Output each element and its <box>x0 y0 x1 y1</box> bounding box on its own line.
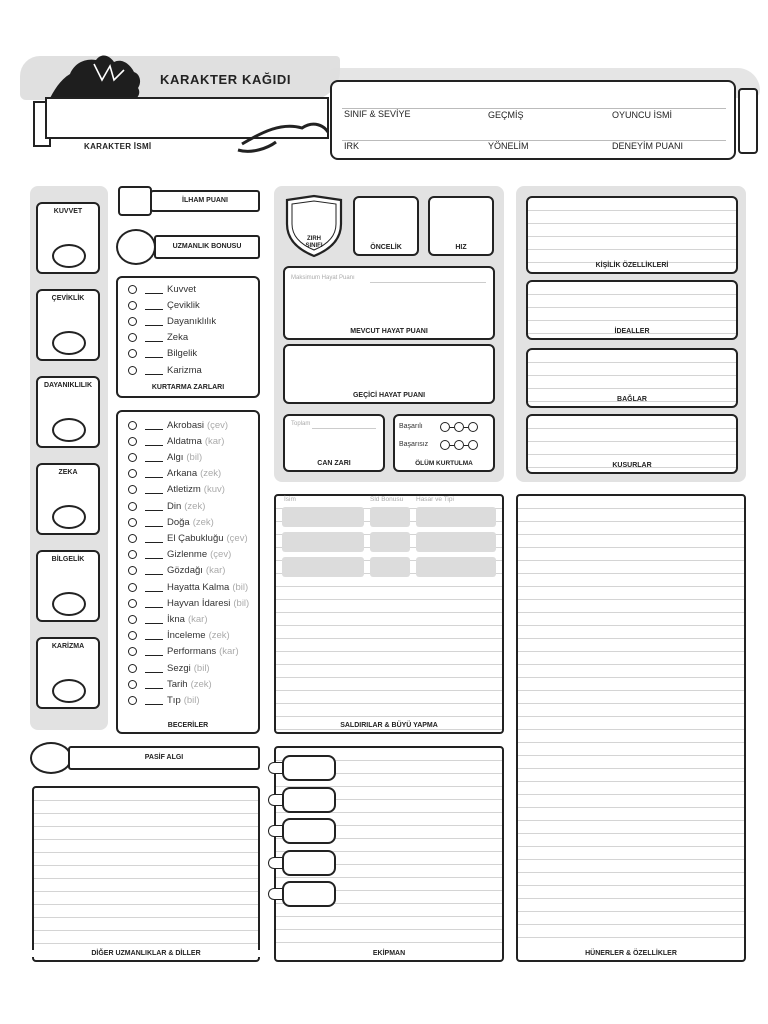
skill-row[interactable] <box>128 515 214 529</box>
passive-perception-circle[interactable] <box>30 742 72 774</box>
other-proficiencies-box[interactable] <box>32 786 260 962</box>
experience-field[interactable]: DENEYİM PUANI <box>612 141 684 151</box>
attacks-box[interactable] <box>274 494 504 734</box>
coin-box-gp[interactable] <box>282 850 336 876</box>
coin-box-ep[interactable] <box>282 818 336 844</box>
saving-throw-row[interactable] <box>128 346 197 360</box>
skill-ability: (kar) <box>219 646 239 658</box>
skill-row[interactable] <box>128 596 249 610</box>
proficiency-circle-icon[interactable] <box>128 631 137 640</box>
ability-name: BİLGELİK <box>51 556 85 563</box>
attack-col-damage: Hasar ve Tipi <box>416 496 454 503</box>
skill-row[interactable] <box>128 661 210 675</box>
attacks-title: SALDIRILAR & BÜYÜ YAPMA <box>276 722 502 729</box>
saving-throw-name: Kuvvet <box>167 283 197 295</box>
character-name-label: KARAKTER İSMİ <box>84 142 152 151</box>
skill-row[interactable] <box>128 629 230 643</box>
attack-name-cell[interactable] <box>282 532 364 552</box>
skill-name: İnceleme <box>167 630 206 642</box>
skill-ability: (bil) <box>183 694 200 706</box>
skills-title: BECERİLER <box>167 722 209 729</box>
flaws-label: KUSURLAR <box>612 462 652 469</box>
saving-throw-name: Dayanıklılık <box>167 315 217 327</box>
proficiency-circle-icon[interactable] <box>128 421 137 430</box>
proficiency-circle-icon[interactable] <box>128 534 137 543</box>
saving-throw-name: Karizma <box>167 364 202 376</box>
skill-ability: (kar) <box>204 435 225 447</box>
skill-name: Algı <box>167 451 184 463</box>
features-box[interactable] <box>516 494 746 962</box>
proficiency-circle-icon[interactable] <box>128 469 137 478</box>
skill-row[interactable] <box>128 548 231 562</box>
saving-throw-name: Çeviklik <box>167 299 200 311</box>
proficiency-circle-icon[interactable] <box>128 599 137 608</box>
skill-name: Arkana <box>167 468 198 480</box>
death-saves-label: ÖLÜM KURTULMA <box>415 460 473 467</box>
skill-ability: (bil) <box>233 597 250 609</box>
proficiency-circle-icon[interactable] <box>128 502 137 511</box>
skill-name: Gözdağı <box>167 565 203 577</box>
saving-throws-title: KURTARMA ZARLARI <box>151 384 225 391</box>
ability-name: DAYANIKLILIK <box>43 382 93 389</box>
death-success-circles[interactable] <box>440 422 478 432</box>
skill-name: Sezgi <box>167 662 191 674</box>
skill-row[interactable] <box>128 677 212 691</box>
ability-name: KARİZMA <box>51 643 85 650</box>
skill-row[interactable] <box>128 483 225 497</box>
inspiration-label: İLHAM PUANI <box>182 197 228 204</box>
alignment-field[interactable]: YÖNELİM <box>488 141 529 151</box>
skill-row[interactable] <box>128 612 208 626</box>
death-fail-circles[interactable] <box>440 440 478 450</box>
proficiency-circle-icon[interactable] <box>128 566 137 575</box>
name-banner <box>32 92 332 162</box>
attack-damage-cell[interactable] <box>416 507 496 527</box>
ability-dexterity[interactable] <box>36 289 100 361</box>
ability-name: KUVVET <box>53 208 83 215</box>
background-field[interactable]: GEÇMİŞ <box>488 110 524 120</box>
ability-intelligence[interactable] <box>36 463 100 535</box>
proficiency-circle[interactable] <box>116 229 156 265</box>
skill-name: İkna <box>167 613 185 625</box>
skill-row[interactable] <box>128 531 248 545</box>
passive-perception-label: PASİF ALGI <box>144 754 184 761</box>
ability-modifier[interactable] <box>52 505 86 529</box>
current-hp-label: MEVCUT HAYAT PUANI <box>350 328 428 335</box>
inspiration-box[interactable] <box>118 186 152 216</box>
skill-ability: (zek) <box>192 516 214 528</box>
coin-box-cp[interactable] <box>282 755 336 781</box>
player-name-field[interactable]: OYUNCU İSMİ <box>612 110 673 120</box>
armor-class-label <box>283 236 345 250</box>
skill-row[interactable] <box>128 564 225 578</box>
temp-hp-label: GEÇİCİ HAYAT PUANI <box>352 392 426 399</box>
max-hp-label: Maksimum Hayat Puanı <box>291 275 355 281</box>
skill-ability: (çev) <box>226 532 248 544</box>
ability-modifier[interactable] <box>52 244 86 268</box>
attack-bonus-cell[interactable] <box>370 532 410 552</box>
ideals-label: İDEALLER <box>614 328 650 335</box>
ability-modifier[interactable] <box>52 331 86 355</box>
proficiency-circle-icon[interactable] <box>128 333 137 342</box>
skill-name: Tıp <box>167 694 181 706</box>
skill-ability: (bil) <box>193 662 210 674</box>
hit-dice-label: CAN ZARI <box>317 460 351 467</box>
attack-damage-cell[interactable] <box>416 532 496 552</box>
attack-bonus-cell[interactable] <box>370 557 410 577</box>
saving-throw-row[interactable] <box>128 330 188 344</box>
attack-col-bonus: Sld Bonusu <box>370 496 404 503</box>
skill-ability: (kar) <box>205 565 226 577</box>
skill-name: Akrobasi <box>167 419 204 431</box>
other-proficiencies-title: DİĞER UZMANLIKLAR & DİLLER <box>32 950 260 957</box>
proficiency-circle-icon[interactable] <box>128 349 137 358</box>
speed-label: HIZ <box>455 244 467 251</box>
proficiency-circle-icon[interactable] <box>128 518 137 527</box>
features-title: HÜNERLER & ÖZELLİKLER <box>518 950 744 957</box>
skill-row[interactable] <box>128 418 228 432</box>
attack-col-name: İsim <box>284 496 296 503</box>
proficiency-circle-icon[interactable] <box>128 301 137 310</box>
death-fail-circle-icon[interactable] <box>454 440 464 450</box>
skill-row[interactable] <box>128 467 221 481</box>
saving-throw-name: Zeka <box>167 331 189 343</box>
skill-name: Gizlenme <box>167 549 208 561</box>
saving-throw-name: Bilgelik <box>167 347 198 359</box>
hit-dice-total-line <box>312 428 376 429</box>
death-fail-circle-icon[interactable] <box>440 440 450 450</box>
saving-throw-row[interactable] <box>128 298 200 312</box>
page-title: KARAKTER KAĞIDI <box>160 72 292 87</box>
death-fail-circle-icon[interactable] <box>468 440 478 450</box>
death-success-label: Başarılı <box>399 423 423 430</box>
skill-name: Din <box>167 500 182 512</box>
race-field[interactable]: IRK <box>344 141 360 151</box>
skill-row[interactable] <box>128 434 224 448</box>
attack-name-cell[interactable] <box>282 507 364 527</box>
skill-ability: (bil) <box>232 581 249 593</box>
coin-box-sp[interactable] <box>282 787 336 813</box>
ability-charisma[interactable] <box>36 637 100 709</box>
skill-row[interactable] <box>128 645 239 659</box>
attack-name-cell[interactable] <box>282 557 364 577</box>
proficiency-circle-icon[interactable] <box>128 647 137 656</box>
skills-box <box>116 410 260 734</box>
skill-ability: (çev) <box>210 549 232 561</box>
proficiency-circle-icon[interactable] <box>128 453 137 462</box>
bonds-label: BAĞLAR <box>617 396 647 403</box>
death-success-circle-icon[interactable] <box>454 422 464 432</box>
skill-row[interactable] <box>128 693 200 707</box>
saving-throws-box <box>116 276 260 398</box>
coin-box-pp[interactable] <box>282 881 336 907</box>
info-scroll-end <box>738 88 758 154</box>
attack-bonus-cell[interactable] <box>370 507 410 527</box>
skill-ability: (zek) <box>184 500 206 512</box>
initiative-label: ÖNCELİK <box>370 244 402 251</box>
skill-row[interactable] <box>128 499 205 513</box>
saving-throw-row[interactable] <box>128 282 196 296</box>
proficiency-circle-icon[interactable] <box>128 366 137 375</box>
personality-traits-label: KİŞİLİK ÖZELLİKLERİ <box>595 262 669 269</box>
proficiency-label: UZMANLIK BONUSU <box>172 243 242 250</box>
skill-name: Hayatta Kalma <box>167 581 230 593</box>
ability-constitution[interactable] <box>36 376 100 448</box>
hit-dice-total-label: Toplam <box>291 421 311 427</box>
class-level-field[interactable]: SINIF & SEVİYE <box>344 109 411 119</box>
ability-wisdom[interactable] <box>36 550 100 622</box>
death-success-circle-icon[interactable] <box>440 422 450 432</box>
ability-name: ZEKA <box>58 469 78 476</box>
skill-name: El Çabukluğu <box>167 532 224 544</box>
proficiency-circle-icon[interactable] <box>128 696 137 705</box>
proficiency-circle-icon[interactable] <box>128 615 137 624</box>
skill-ability: (kuv) <box>203 484 225 496</box>
ability-strength[interactable] <box>36 202 100 274</box>
skill-row[interactable] <box>128 450 202 464</box>
skill-ability: (çev) <box>206 419 229 431</box>
skill-name: Performans <box>167 646 217 658</box>
skill-name: Tarih <box>167 678 188 690</box>
skill-ability: (kar) <box>187 613 208 625</box>
proficiency-circle-icon[interactable] <box>128 680 137 689</box>
max-hp-line <box>370 282 486 283</box>
skill-name: Doğa <box>167 516 190 528</box>
armor-class-label-line2: SINIFI <box>305 243 323 249</box>
proficiency-circle-icon[interactable] <box>128 437 137 446</box>
skill-ability: (zek) <box>190 678 212 690</box>
proficiency-circle-icon[interactable] <box>128 317 137 326</box>
skill-ability: (bil) <box>186 451 203 463</box>
death-success-circle-icon[interactable] <box>468 422 478 432</box>
ability-modifier[interactable] <box>52 418 86 442</box>
saving-throw-row[interactable] <box>128 314 216 328</box>
skill-name: Atletizm <box>167 484 201 496</box>
attack-damage-cell[interactable] <box>416 557 496 577</box>
ability-name: ÇEVİKLİK <box>51 295 85 302</box>
proficiency-circle-icon[interactable] <box>128 485 137 494</box>
armor-class-label-line1: ZIRH <box>307 236 321 242</box>
skill-name: Hayvan İdaresi <box>167 597 231 609</box>
skill-ability: (zek) <box>208 630 230 642</box>
proficiency-circle-icon[interactable] <box>128 583 137 592</box>
ability-modifier[interactable] <box>52 592 86 616</box>
skill-name: Aldatma <box>167 435 202 447</box>
ability-modifier[interactable] <box>52 679 86 703</box>
proficiency-circle-icon[interactable] <box>128 550 137 559</box>
equipment-title: EKİPMAN <box>276 950 502 957</box>
proficiency-circle-icon[interactable] <box>128 664 137 673</box>
saving-throw-row[interactable] <box>128 363 202 377</box>
skill-ability: (zek) <box>200 468 222 480</box>
death-fail-label: Başarısız <box>399 441 429 448</box>
skill-row[interactable] <box>128 580 248 594</box>
proficiency-circle-icon[interactable] <box>128 285 137 294</box>
